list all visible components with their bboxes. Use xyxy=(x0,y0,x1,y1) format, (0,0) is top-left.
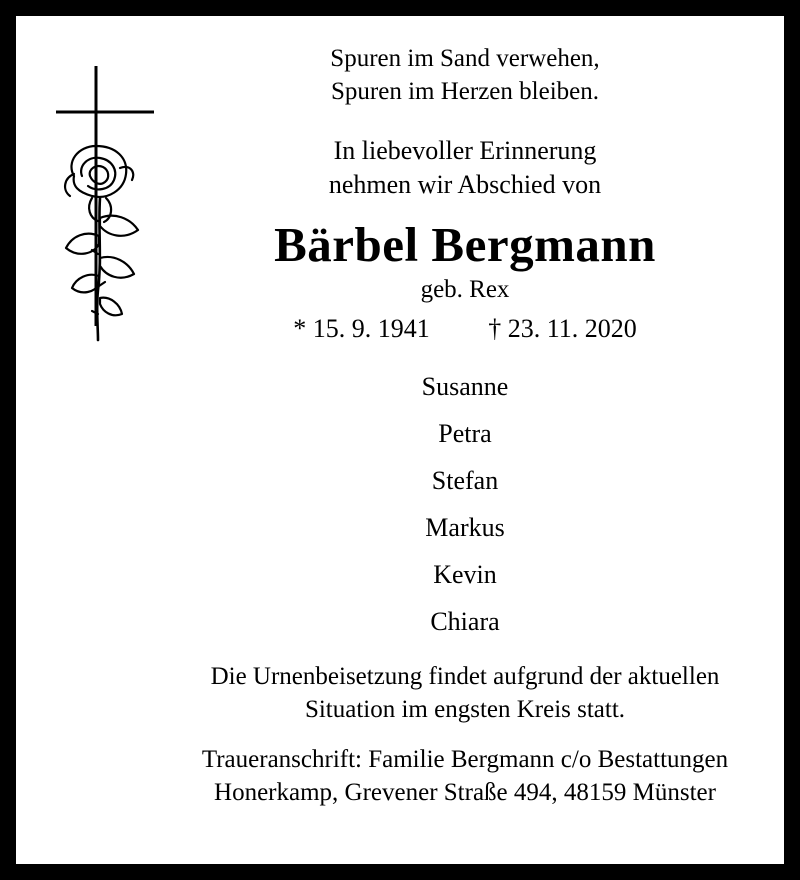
verse-line: Spuren im Sand verwehen, xyxy=(330,45,600,72)
funeral-notice-line: Situation im engsten Kreis statt. xyxy=(304,695,626,723)
obituary-text xyxy=(166,42,764,809)
deceased-name: Bärbel Bergmann xyxy=(274,216,656,272)
intro xyxy=(166,134,764,203)
list-item: Stefan xyxy=(431,466,499,496)
funeral-notice xyxy=(166,661,764,726)
obituary-paper xyxy=(16,16,784,864)
list-item: Susanne xyxy=(421,372,509,402)
condolence-address xyxy=(166,744,764,809)
birth-date: * 15. 9. 1941 xyxy=(293,313,430,343)
condolence-address-line: Traueranschrift: Familie Bergmann c/o Bestattungen xyxy=(201,746,729,774)
mourners-list xyxy=(166,374,764,635)
cross-and-rose-emblem xyxy=(54,58,174,358)
intro-line: nehmen wir Abschied von xyxy=(328,170,602,200)
life-dates xyxy=(166,313,764,344)
maiden-name: geb. Rex xyxy=(420,275,510,303)
verse xyxy=(166,42,764,108)
funeral-notice-line: Die Urnenbeisetzung findet aufgrund der aktuellen xyxy=(210,663,720,691)
rose-icon xyxy=(65,146,138,340)
list-item: Petra xyxy=(438,419,492,449)
death-date: † 23. 11. 2020 xyxy=(488,313,637,343)
verse-line: Spuren im Herzen bleiben. xyxy=(331,78,599,105)
intro-line: In liebevoller Erinnerung xyxy=(333,136,597,165)
list-item: Kevin xyxy=(433,560,497,590)
list-item: Markus xyxy=(425,513,505,543)
list-item: Chiara xyxy=(430,607,500,637)
cross-icon xyxy=(54,58,174,358)
condolence-address-line: Honerkamp, Grevener Straße 494, 48159 Münster xyxy=(214,778,716,806)
